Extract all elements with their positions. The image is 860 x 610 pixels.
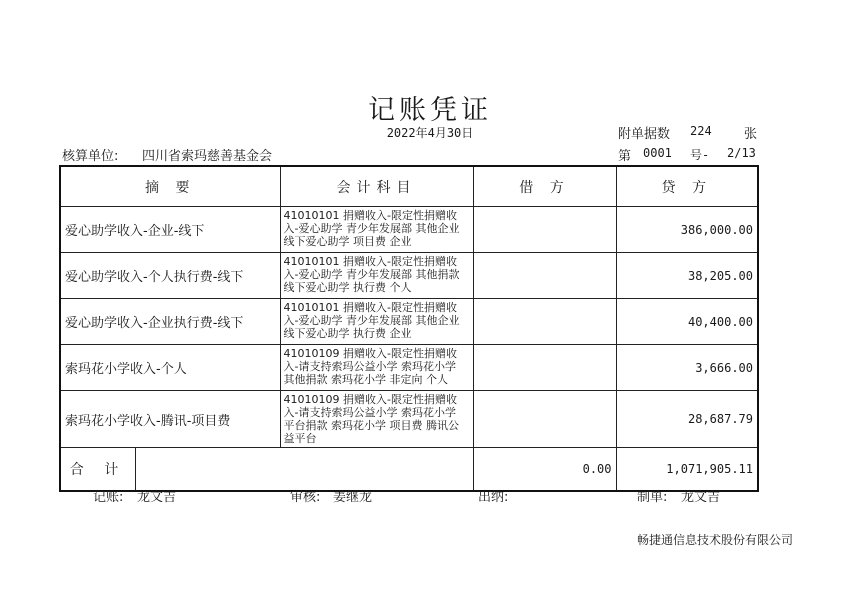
row-subject: 41010109 捐赠收入-限定性捐赠收入-请支持索玛公益小学 索玛花小学 其他捐款 索玛花小学 非定向 个人 [280, 345, 473, 391]
row-subject: 41010109 捐赠收入-限定性捐赠收入-请支持索玛公益小学 索玛花小学 平台捐款 索玛花小学 项目费 腾讯公益平台 [280, 391, 473, 448]
total-row [60, 448, 758, 492]
table-row [60, 207, 758, 253]
row-summary: 爱心助学收入-企业执行费-线下 [60, 299, 280, 345]
table-row [60, 299, 758, 345]
voucher-no-mid: 号- [690, 148, 710, 162]
row-debit [473, 299, 616, 345]
row-subject: 41010101 捐赠收入-限定性捐赠收入-爱心助学 青少年发展部 其他捐款 线下爱心助学 执行费 个人 [280, 253, 473, 299]
header-credit: 贷 方 [616, 166, 758, 207]
bookkeeper-name: 龙文吉 [137, 490, 177, 505]
row-summary: 爱心助学收入-企业-线下 [60, 207, 280, 253]
row-summary: 爱心助学收入-个人执行费-线下 [60, 253, 280, 299]
bookkeeper-label: 记账: [93, 490, 124, 505]
reviewer-label: 审核: [290, 490, 321, 505]
voucher-table [59, 165, 759, 492]
row-summary: 索玛花小学收入-腾讯-项目费 [60, 391, 280, 448]
row-subject: 41010101 捐赠收入-限定性捐赠收入-爱心助学 青少年发展部 其他企业 线下爱心助学 项目费 企业 [280, 207, 473, 253]
preparer-label: 制单: [637, 490, 668, 505]
table-row [60, 391, 758, 448]
table-row [60, 345, 758, 391]
header-summary: 摘 要 [60, 166, 280, 207]
software-company: 畅捷通信息技术股份有限公司 [636, 533, 793, 547]
voucher-number: 0001 [643, 146, 672, 160]
header-subject: 会计科目 [280, 166, 473, 207]
attachment-label: 附单据数 [618, 127, 671, 142]
table-row [60, 253, 758, 299]
row-credit: 3,666.00 [616, 345, 758, 391]
row-credit: 28,687.79 [616, 391, 758, 448]
row-credit: 386,000.00 [616, 207, 758, 253]
row-debit [473, 391, 616, 448]
cashier-label: 出纳: [478, 490, 509, 505]
unit-label: 核算单位: [62, 149, 119, 164]
row-subject: 41010101 捐赠收入-限定性捐赠收入-爱心助学 青少年发展部 其他企业 线下爱心助学 执行费 企业 [280, 299, 473, 345]
total-credit: 1,071,905.11 [616, 448, 758, 492]
row-credit: 40,400.00 [616, 299, 758, 345]
attachment-count: 224 [690, 124, 712, 138]
row-credit: 38,205.00 [616, 253, 758, 299]
voucher-no-label: 第 [618, 149, 632, 164]
total-label: 合 计 [61, 448, 136, 490]
row-debit [473, 345, 616, 391]
total-debit: 0.00 [473, 448, 616, 492]
voucher-page: 2/13 [727, 146, 756, 160]
voucher-title: 记账凭证 [368, 95, 492, 126]
unit-value: 四川省索玛慈善基金会 [142, 149, 273, 164]
row-summary: 索玛花小学收入-个人 [60, 345, 280, 391]
voucher-date: 2022年4月30日 [386, 126, 474, 140]
attachment-unit: 张 [744, 127, 758, 142]
row-debit [473, 253, 616, 299]
reviewer-name: 姜继龙 [333, 490, 373, 505]
header-debit: 借 方 [473, 166, 616, 207]
total-cell [60, 448, 473, 492]
preparer-name: 龙文吉 [681, 490, 721, 505]
table-header-row [60, 166, 758, 207]
row-debit [473, 207, 616, 253]
total-blank [136, 448, 473, 490]
